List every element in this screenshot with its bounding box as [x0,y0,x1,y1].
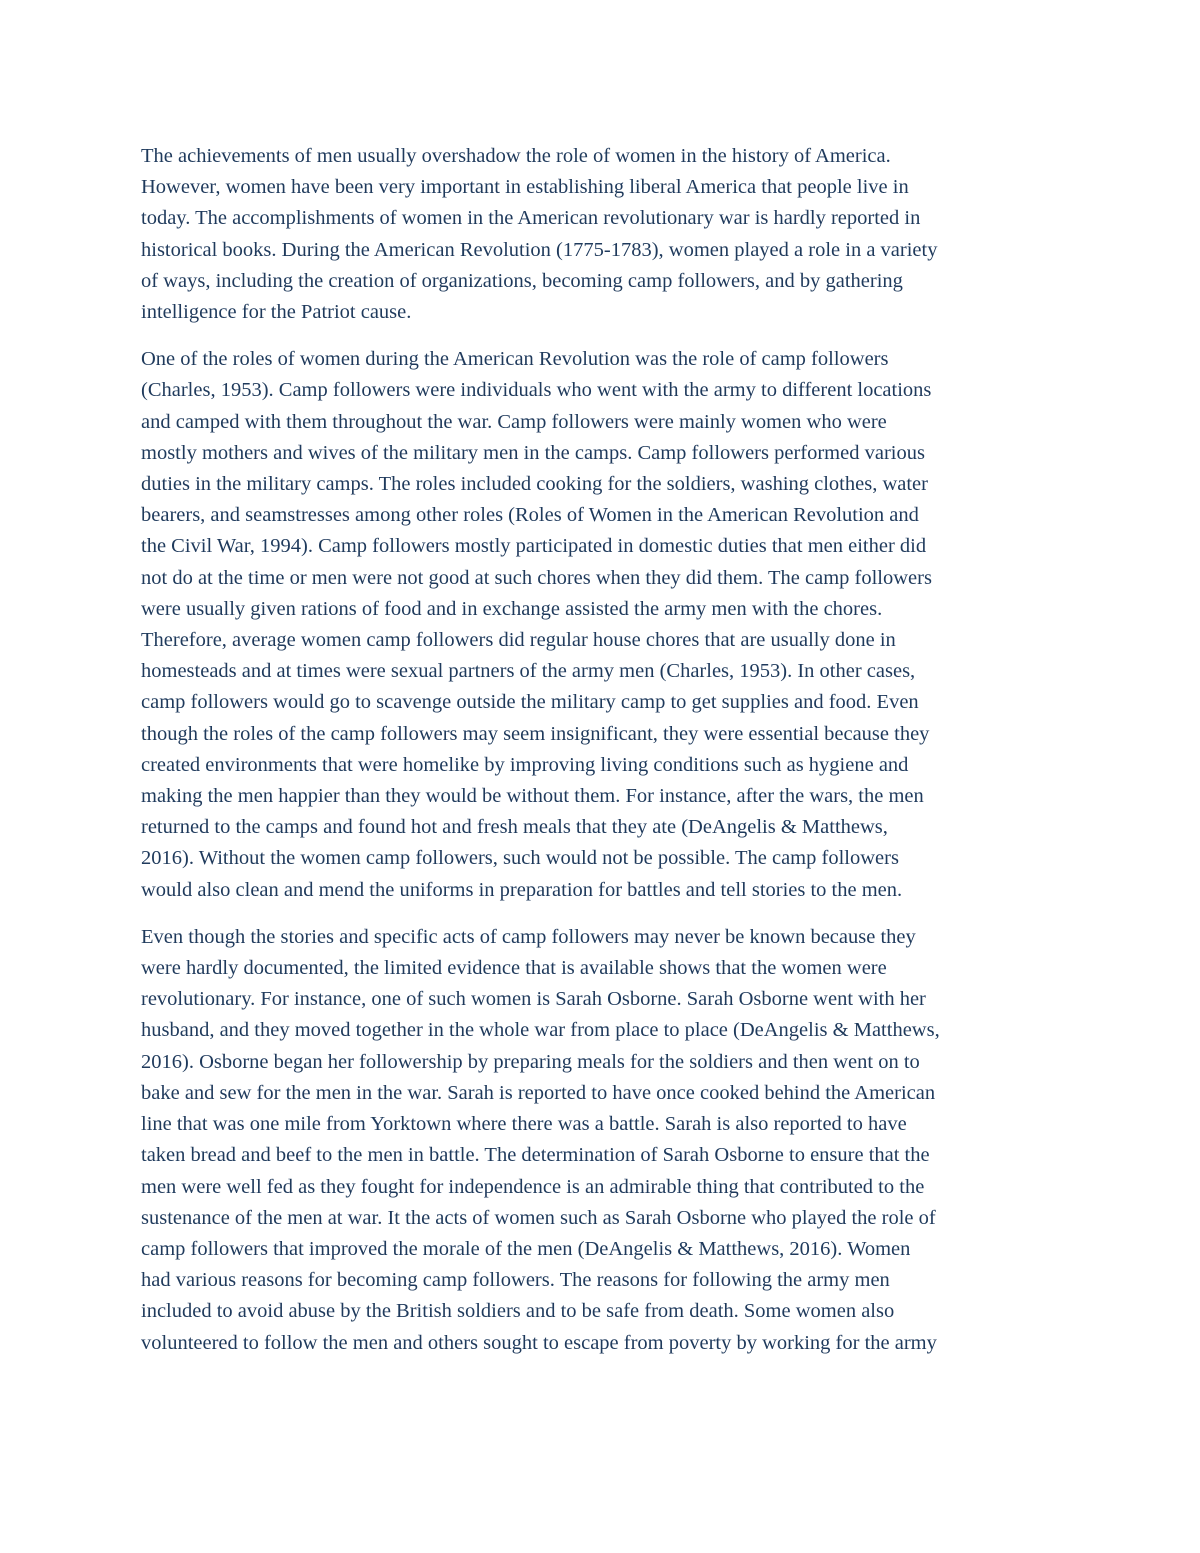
paragraph-intro [141,141,1063,328]
text-line: intelligence for the Patriot cause. [141,301,412,324]
text-line: making the men happier than they would be without them. For instance, after the wars, the men [141,785,924,808]
text-line: men were well fed as they fought for independence is an admirable thing that contributed to the [141,1175,925,1198]
text-line: volunteered to follow the men and others sought to escape from poverty by working for the army [141,1331,937,1354]
text-line: homesteads and at times were sexual partners of the army men (Charles, 1953). In other cases, [141,660,916,683]
text-line: historical books. During the American Revolution (1775-1783), women played a role in a variety [141,238,938,261]
text-line: However, women have been very important in establishing liberal America that people live in [141,176,909,199]
text-line: sustenance of the men at war. It the acts of women such as Sarah Osborne who played the role of [141,1206,936,1229]
text-line: were hardly documented, the limited evidence that is available shows that the women were [141,957,887,980]
text-line: camp followers would go to scavenge outside the military camp to get supplies and food. Even [141,691,919,714]
text-line: the Civil War, 1994). Camp followers mostly participated in domestic duties that men either did [141,535,927,558]
document-body [141,141,1063,1375]
text-line: Therefore, average women camp followers did regular house chores that are usually done in [141,629,896,652]
text-line: were usually given rations of food and in exchange assisted the army men with the chores. [141,597,883,620]
text-line: would also clean and mend the uniforms in preparation for battles and tell stories to the men. [141,878,903,901]
text-line: One of the roles of women during the American Revolution was the role of camp followers [141,348,889,371]
text-line: Even though the stories and specific acts of camp followers may never be known because they [141,925,916,948]
text-line: of ways, including the creation of organizations, becoming camp followers, and by gathering [141,269,903,292]
text-line: had various reasons for becoming camp followers. The reasons for following the army men [141,1269,890,1292]
text-line: and camped with them throughout the war. Camp followers were mainly women who were [141,410,887,433]
text-line: bearers, and seamstresses among other roles (Roles of Women in the American Revolution and [141,504,919,527]
text-line: though the roles of the camp followers may seem insignificant, they were essential because they [141,722,930,745]
text-line: included to avoid abuse by the British soldiers and to be safe from death. Some women also [141,1300,895,1323]
text-line: line that was one mile from Yorktown where there was a battle. Sarah is also reported to have [141,1113,907,1136]
text-line: not do at the time or men were not good at such chores when they did them. The camp followers [141,566,932,589]
text-line: duties in the military camps. The roles included cooking for the soldiers, washing clothes, water [141,473,928,496]
text-line: (Charles, 1953). Camp followers were individuals who went with the army to different locations [141,379,932,402]
text-line: bake and sew for the men in the war. Sarah is reported to have once cooked behind the American [141,1081,936,1104]
text-line: created environments that were homelike by improving living conditions such as hygiene and [141,753,909,776]
text-line: returned to the camps and found hot and fresh meals that they ate (DeAngelis & Matthews, [141,816,888,839]
paragraph-sarah-osborne [141,922,1063,1359]
text-line: The achievements of men usually overshadow the role of women in the history of America. [141,145,891,167]
text-line: revolutionary. For instance, one of such women is Sarah Osborne. Sarah Osborne went with her [141,988,926,1011]
text-line: 2016). Without the women camp followers, such would not be possible. The camp followers [141,847,899,870]
text-line: camp followers that improved the morale of the men (DeAngelis & Matthews, 2016). Women [141,1237,911,1260]
text-line: husband, and they moved together in the whole war from place to place (DeAngelis & Matthews, [141,1019,940,1042]
text-line: mostly mothers and wives of the military men in the camps. Camp followers performed various [141,441,925,464]
text-line: taken bread and beef to the men in battle. The determination of Sarah Osborne to ensure that the [141,1144,930,1167]
paragraph-camp-followers [141,344,1063,906]
text-line: 2016). Osborne began her followership by preparing meals for the soldiers and then went on to [141,1050,920,1073]
text-line: today. The accomplishments of women in the American revolutionary war is hardly reported in [141,207,921,230]
